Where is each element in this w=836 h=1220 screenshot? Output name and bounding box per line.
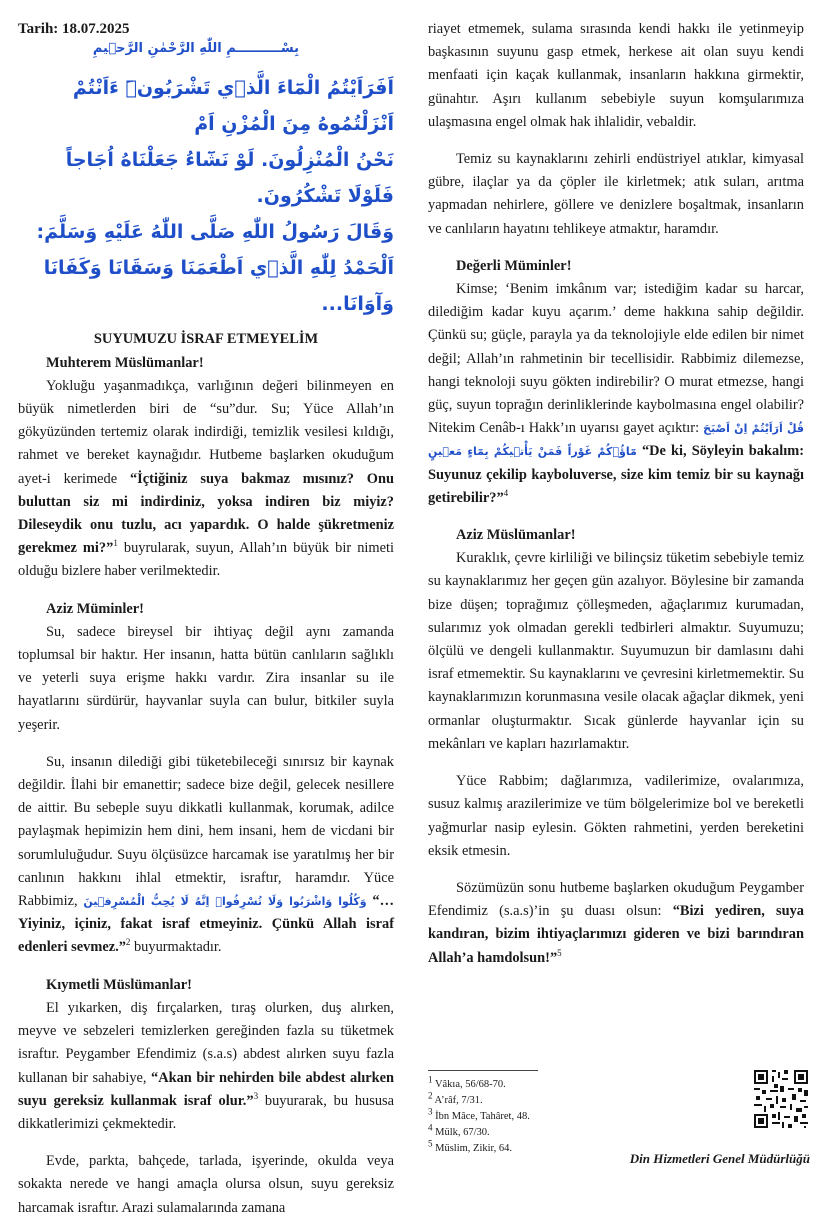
footnote-ref-4: 4 [503,488,509,499]
paragraph-1: Yokluğu yaşanmadıkça, varlığının değeri bilinmeyen en büyük nimetlerden biri de “su”dur. Su; Yüce Allah’ın gökyüzünden tertemiz olarak indirdiği, temizlik vesilesi kıldığı, rahmet ve bereket kaynağıdır. Hutbeme başlarken okuduğum ayet-i kerimede “İçtiğiniz suya bakmaz mısınız? Onu buluttan siz mi indirdiniz, yoksa indiren biz miyiz? Dileseydik onu tuzlu, acı yapardık. O halde şükretmeniz gerekmez mi?”$^1$ buyrularak, suyun, Allah’ın büyük bir nimeti olduğu bizlere haber verilmektedir. [18,377,394,580]
footnote-ref-1: 1 [113,538,118,549]
heading-kiymetli: Kıymetli Müslümanlar! [46,976,192,993]
paragraph-4: El yıkarken, diş fırçalarken, tıraş olurken, duş alırken, meyve ve sebzeleri temizlerken gereğinden fazla su tüketmek israftır. Peygamber Efendimiz (s.a.s) abdest alırken suyu fazla kullanan bir sahabiye, “Akan bir nehirden bile abdest alırken suyu gereksiz kullanmak israf olur.”$^3$ buyurarak, bu hususa dikkatlerimizi çekmektedir. [18,999,394,1132]
arabic-inline-araf: وَكُلُوا وَاشْرَبُوا وَلَا تُسْرِفُواۚ اِنَّهُ لَا يُحِبُّ الْمُسْرِف۪ينَ [83,895,367,909]
paragraph-8: Kimse; ‘Benim imkânım var; istediğim kadar su harcar, dilediğim kadar kuyu açarım.’ deme hakkına sahip değildir. Çünkü su; güçle, parayla ya da teknolojiyle elde edilen bir nimet değil; Allah’ın rahmetinin bir tecellisidir. Rabbimiz dilemezse, hangi teknoloji suyu gökten indirebilir? O murat etmezse, hangi güç, suyun toprağın derinliklerinde kaybolmasına engel olabilir? Nitekim Cenâb-ı Hakk’ın uyarısı gayet açıktır: قُلْ اَرَاَيْتُمْ اِنْ اَصْبَحَ مَٓاؤُ۬كُمْ غَوْراً فَمَنْ يَأْت۪يكُمْ بِمَٓاءٍ مَع۪ينٍ “De ki, Söyleyin bakalım: Suyunuz çekilip kayboluverse, size kim temiz bir su kaynağı getirebilir?”$^4$ [428,281,804,506]
left-column [18,18,394,1220]
ayet-line-3: وَقَالَ رَسُولُ اللّٰهِ صَلَّى اللّٰهُ عَلَيْهِ وَسَلَّمَ: [36,221,394,244]
footnote-divider [428,1070,538,1071]
footnote-1: $^1$ Vâkıa, 56/68-70. [428,1074,506,1090]
signature: Din Hizmetleri Genel Müdürlüğü [629,1151,810,1166]
besmele: بِسْــــــــــمِ اللّٰهِ الرَّحْمٰنِ الرَّح۪يمِ [92,41,299,57]
date-label: Tarih: 18.07.2025 [18,21,130,37]
ayet-line-2: نَحْنُ الْمُنْزِلُونَ. لَوْ نَشَٓاءُ جَعَلْنَاهُ اُجَاجاً فَلَوْلَا تَشْكُرُونَ. [65,149,394,208]
paragraph-11: Sözümüzün sonu hutbeme başlarken okuduğum Peygamber Efendimiz (s.a.s)’in şu duası olsun: “Bizi yediren, suya kandıran, bizim ihtiyaçlarımızı gideren ve bizi barındıran Allah’a hamdolsun!”$^5$ [428,879,804,966]
footnote-2: $^2$ A’râf, 7/31. [428,1090,483,1106]
qr-code-icon[interactable] [752,1068,810,1130]
sermon-title: SUYUMUZU İSRAF ETMEYELİM [93,331,319,348]
heading-degerli: Değerli Müminler! [456,257,572,274]
footnote-ref-3: 3 [253,1090,259,1101]
footnote-4: $^4$ Mülk, 67/30. [428,1122,490,1138]
paragraph-5: Evde, parkta, bahçede, tarlada, işyerinde, okulda veya sokakta nerede ve hangi amaçla olursa olsun, suyu gereksiz harcamak israftır. Arazi sulamalarında zamana [18,1153,394,1216]
heading-aziz-muminler: Aziz Müminler! [46,600,144,617]
ayet-line-1: اَفَرَاَيْتُمُ الْمَٓاءَ الَّذ۪ي تَشْرَبُونَۜ ءَاَنْتُمْ اَنْزَلْتُمُوهُ مِنَ الْمُزْنِ اَمْ [72,77,394,136]
paragraph-9: Kuraklık, çevre kirliliği ve bilinçsiz tüketim sebebiyle temiz su kaynaklarımız her geçen gün azalıyor. Böylesine bir zamanda bize düşen; toprağımız çölleşmeden, ağaçlarımız kurumadan, sularımız yok olmadan gerekli tedbirleri almaktır. Suyumuzu; ölçülü ve dengeli kullanmaktır. Suyumuzun bir damlasını dahi israf etmemektir. Su kaynaklarını ve çevresini kirletmemektir. Su kaynaklarımızın korunmasına vesile olacak ağaçlar dikmek, yeni ormanlar oluşturmaktır. Sıcak günlerde hayvanlar için su mekânları ve kapları hazırlamaktır. [428,550,804,752]
footnotes [428,1070,538,1157]
paragraph-6: riayet etmemek, sulama sırasında kendi hakkı ile yetinmeyip başkasının suyunu gasp etmek, herkese ait olan suyu kendi menfaati için kaçak kullanmak, insanların hakkına girmektir, günahtır. Aşırı kullanım sebebiyle suyun komşularımıza ulaşmasına engel olmak hak ihlalidir, vebaldir. [428,21,804,130]
footnote-ref-5: 5 [557,947,562,958]
heading-muhterem: Muhterem Müslümanlar! [46,354,204,371]
arabic-inline-mulk: قُلْ اَرَاَيْتُمْ اِنْ اَصْبَحَ مَٓاؤُ۬كُمْ غَوْراً فَمَنْ يَأْت۪يكُمْ بِمَٓاءٍ مَع۪ينٍ [428,422,804,459]
heading-aziz-muslumanlar: Aziz Müslümanlar! [456,527,576,544]
paragraph-7: Temiz su kaynaklarını zehirli endüstriyel atıklar, kimyasal gübre, ilaçlar ya da çöpler ile kirletmek; atık suları, arıtma yapmadan nehirlere, göllere ve denizlere boşaltmak, insanların ve canlıların hayatını tehlikeye atmaktır, haramdır. [428,151,804,237]
right-column [428,18,804,970]
paragraph-3: Su, insanın dilediği gibi tüketebileceği sınırsız bir kaynak değildir. İlahi bir emanettir; sadece bize değil, gelecek nesillere de aittir. Bu sebeple suyu dikkatli kullanmak, korumak, adilce paylaşmak hepimizin hem dini, hem insani, hem de vicdani bir sorumluluğudur. Suyu ölçüsüzce harcamak ise yaratılmış her bir canlının hakkını ihlal etmektir, israftır, haramdır. Yüce Rabbimiz, وَكُلُوا وَاشْرَبُوا وَلَا تُسْرِفُواۚ اِنَّهُ لَا يُحِبُّ الْمُسْرِف۪ينَ “…Yiyiniz, içiniz, fakat israf etmeyiniz. Çünkü Allah israf edenleri sevmez.”$^2$ buyurmaktadır. [18,753,394,956]
paragraph-10: Yüce Rabbim; dağlarımıza, vadilerimize, ovalarımıza, susuz kalmış arazilerimize ve tüm bölgelerimize bol ve bereketli yağmurlar nasip eylesin. Gökten rahmetini, yerden bereketini eksik etmesin. [428,773,804,859]
footnote-ref-2: 2 [125,937,131,948]
ayet-line-4: اَلْحَمْدُ لِلّٰهِ الَّذ۪ي اَطْعَمَنَا وَسَقَانَا وَكَفَانَا وَآوَانَا... [43,257,394,316]
footnote-5: $^5$ Müslim, Zikir, 64. [428,1138,512,1154]
footnote-3: $^3$ İbn Mâce, Tahâret, 48. [428,1106,530,1122]
paragraph-2: Su, sadece bireysel bir ihtiyaç değil aynı zamanda toplumsal bir haktır. Her insanın, hatta bütün canlıların sağlıklı ve yeterli suya erişme hakkı vardır. Zira insanlar su ile hayatlarını sürdürür, hayvanlar suyla can bulur, bitkiler suyla yeşerir. [18,623,394,733]
